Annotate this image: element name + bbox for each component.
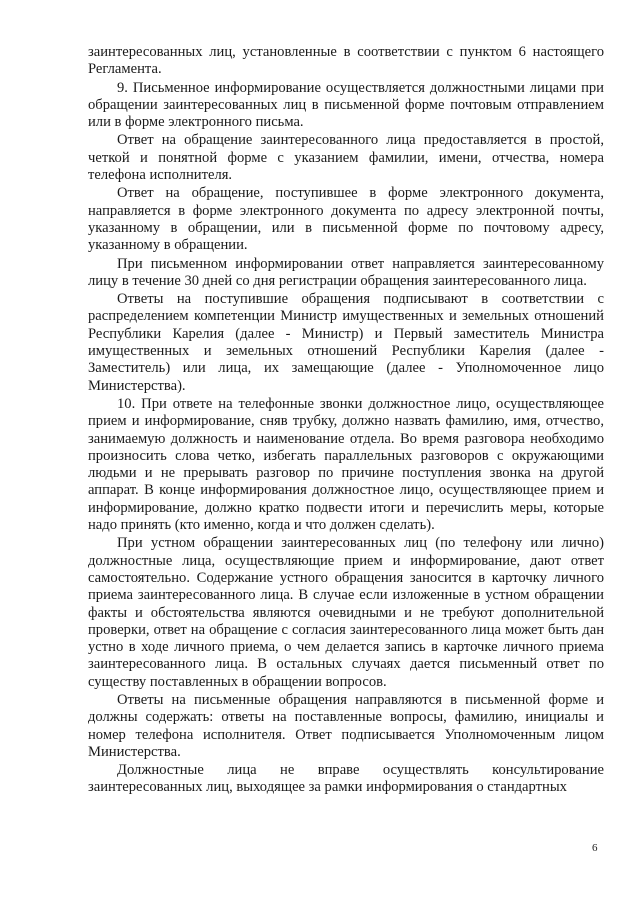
document-body [88,44,604,798]
paragraph-response-deadline: При письменном информировании ответ направляется заинтересованному лицу в течение 30 дней со дня регистрации обращения заинтересованного лица. [88,255,604,289]
paragraph-electronic-response: Ответ на обращение, поступившее в форме электронного документа, направляется в форме электронного документа по адресу электронной почты, указанному в обращении, или в письменной форме по почтовому адресу, указанному в обращении. [88,185,604,254]
paragraph-item-10-phone-calls: 10. При ответе на телефонные звонки должностное лицо, осуществляющее прием и информирование, сняв трубку, должно назвать фамилию, имя, отчество, занимаемую должность и наименование отдела. Во время разговора необходимо произносить слова четко, избегать параллельных разговоров с окружающими людьми и не прерывать разговор по причине поступления звонка на другой аппарат. В конце информирования должностное лицо, осуществляющее прием и информирование, должно кратко подвести итоги и перечислить меры, которые надо принять (кто именно, когда и что должен сделать). [88,395,604,534]
paragraph-written-replies: Ответы на письменные обращения направляются в письменной форме и должны содержать: ответы на поставленные вопросы, фамилию, инициалы и номер телефона исполнителя. Ответ подписывается Уполномоченным лицом Министерства. [88,691,604,760]
paragraph-continuation: заинтересованных лиц, установленные в соответствии с пунктом 6 настоящего Регламента. [88,44,604,78]
paragraph-item-9-written-informing: 9. Письменное информирование осуществляется должностными лицами при обращении заинтересованных лиц в письменной форме почтовым отправлением или в форме электронного письма. [88,79,604,131]
paragraph-oral-requests: При устном обращении заинтересованных лиц (по телефону или лично) должностные лица, осуществляющие прием и информирование, дают ответ самостоятельно. Содержание устного обращения заносится в карточку личного приема заинтересованного лица. В случае если изложенные в устном обращении факты и обстоятельства являются очевидными и не требуют дополнительной проверки, ответ на обращение с согласия заинтересованного лица может быть дан устно в ходе личного приема, о чем делается запись в карточке личного приема заинтересованного лица. В остальных случаях дается письменный ответ по существу поставленных в обращении вопросов. [88,535,604,690]
paragraph-consulting-limits: Должностные лица не вправе осуществлять консультирование заинтересованных лиц, выходящее за рамки информирования о стандартных [88,762,604,796]
paragraph-signing-authority: Ответы на поступившие обращения подписывают в соответствии с распределением компетенции Министр имущественных и земельных отношений Республики Карелия (далее - Министр) и Первый заместитель Министра имущественных и земельных отношений Республики Карелия (далее - Заместитель) или лица, их замещающие (далее - Уполномоченное лицо Министерства). [88,291,604,394]
paragraph-response-form: Ответ на обращение заинтересованного лица предоставляется в простой, четкой и понятной форме с указанием фамилии, имени, отчества, номера телефона исполнителя. [88,132,604,184]
page-number: 6 [592,842,598,854]
